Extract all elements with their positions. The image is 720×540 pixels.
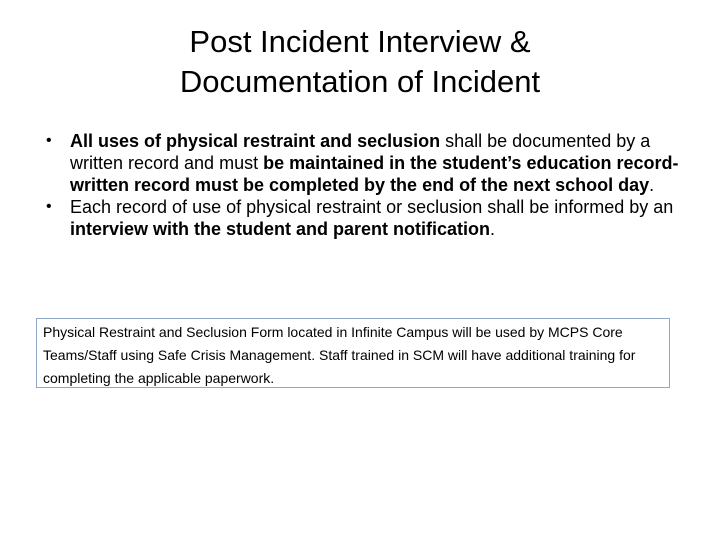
note-box — [36, 318, 670, 388]
bullet-marker: • — [46, 132, 52, 149]
bullet-text-segment: shall be documented by a written record and must — [70, 131, 651, 173]
bullet-text-segment: All uses of physical restraint and seclusion — [70, 131, 441, 151]
bullet-text-segment: be maintained in the student’s education record- written record must be completed by the end of the next school day — [70, 153, 679, 195]
bullet-marker: • — [46, 198, 52, 215]
bullet-text-segment: . — [649, 175, 655, 195]
bullet-item-documentation — [0, 130, 720, 196]
bullet-text-segment: interview with the student and parent notification — [70, 219, 491, 239]
bullet-item-interview — [0, 196, 720, 240]
bullet-text-segment: Each record of use of physical restraint or seclusion shall be informed by an — [70, 197, 674, 217]
bullet-list — [0, 130, 720, 240]
slide-title — [60, 22, 660, 102]
note-text: Physical Restraint and Seclusion Form located in Infinite Campus will be used by MCPS Core Teams/Staff using Safe Crisis Management. Staff trained in SCM will have additional training for completing the applicable paperwork. — [43, 324, 636, 386]
bullet-text-segment: . — [490, 219, 496, 239]
title-line-1: Post Incident Interview & — [189, 24, 531, 59]
title-line-2: Documentation of Incident — [179, 64, 541, 99]
